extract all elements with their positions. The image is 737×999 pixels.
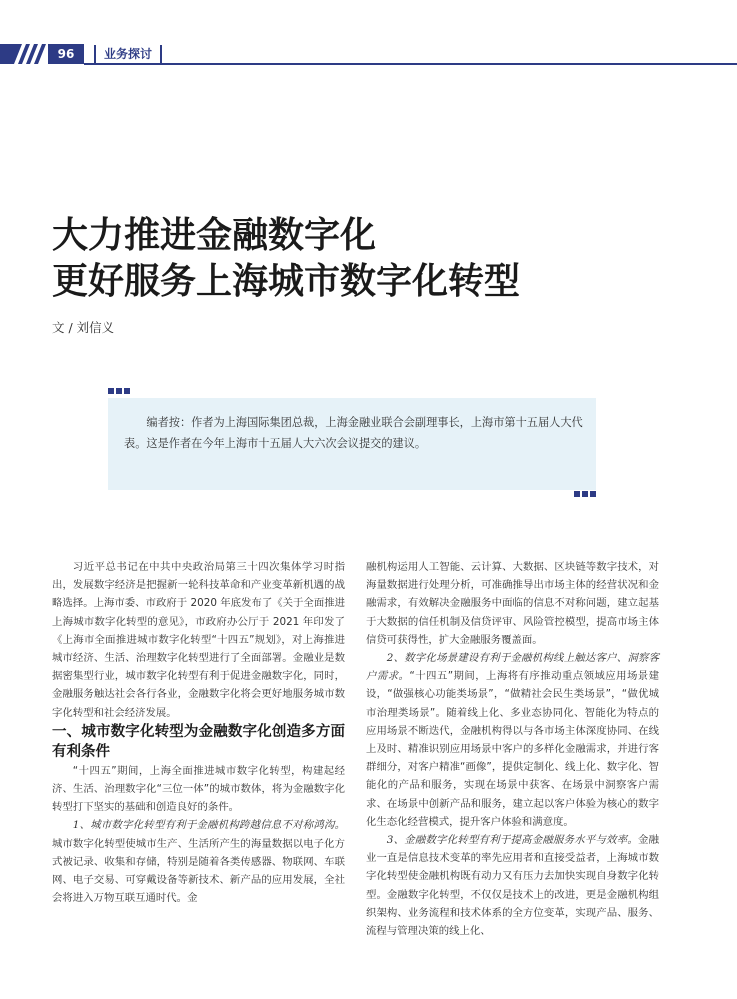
author-byline: 文 / 刘信义 xyxy=(52,320,115,335)
paragraph: 习近平总书记在中共中央政治局第三十四次集体学习时指出，发展数字经济是把握新一轮科技革命和产业变革新机遇的战略选择。上海市委、市政府于 2020 年底发布了《关于全面推进上海城市数字化转型的意见》，市政府办公厅于 2021 年印发了《上海市全面推进城市数字化转型“十四五”规划》，对上海推进城市经济、生活、治理数字化转型进行了全面部署。金融业是数据密集型行业，城市数字化转型有利于促进金融数字化，同时，金融服务触达社会各行各业，金融数字化将会更好地服务城市数字化转型和社会经济发展。 xyxy=(52,561,345,719)
paragraph-lead: 2、数字化场景建设有利于金融机构线上触达客户、洞察客户需求。 xyxy=(366,652,659,683)
right-column xyxy=(366,558,659,940)
paragraph: “十四五”期间，上海全面推进城市数字化转型，构建起经济、生活、治理数字化“三位一体”的城市数体，将为金融数字化转型打下坚实的基础和创造良好的条件。 xyxy=(52,764,345,814)
editor-note: 编者按：作者为上海国际集团总裁，上海金融业联合会副理事长，上海市第十五届人大代表。这是作者在今年上海市十五届人大六次会议提交的建议。 xyxy=(124,416,583,450)
section-label: 业务探讨 xyxy=(94,45,162,63)
box-marker-icon xyxy=(582,491,588,497)
paragraph xyxy=(366,649,659,831)
box-marker-icon xyxy=(108,388,114,394)
paragraph: 融机构运用人工智能、云计算、大数据、区块链等数字技术，对海量数据进行处理分析，可准确推导出市场主体的经营状况和金融需求，有效解决金融服务中面临的信息不对称问题，建立起基于大数据的信任机制及信贷评审、风险管控模型，提高市场主体信贷可获得性，扩大金融服务覆盖面。 xyxy=(366,561,659,646)
title-line-1: 大力推进金融数字化 xyxy=(52,214,377,256)
section-heading: 一、城市数字化转型为金融数字化创造多方面有利条件 xyxy=(52,723,345,760)
paragraph xyxy=(366,831,659,940)
paragraph-lead: 3、金融数字化转型有利于提高金融服务水平与效率。 xyxy=(386,834,638,847)
article-title xyxy=(52,212,520,304)
paragraph-body: “十四五”期间，上海将有序推动重点领域应用场景建设，“做强核心功能类场景”，“做精社会民生类场景”，“做优城市治理类场景”。随着线上化、多业态协同化、智能化为特点的应用场景不断迭代，金融机构得以与各市场主体深度协同、在线上及时、精准识别应用场景中客户的多样化金融需求，并进行客群细分，对客户精准“画像”，提供定制化、线上化、数字化、智能化的产品和服务，实现在场景中获客、在场景中洞察客户需求、在场景中创新产品和服务，建立起以客户体验为核心的数字化生态化经营模式，提升客户体验和满意度。 xyxy=(366,670,660,828)
paragraph-body: 金融业一直是信息技术变革的率先应用者和直接受益者，上海城市数字化转型使金融机构既有动力又有压力去加快实现自身数字化转型。金融数字化转型，不仅仅是技术上的改进，更是金融机构组织架构、业务流程和技术体系的全方位变革，实现产品、服务、流程与管理决策的线上化、 xyxy=(366,834,660,938)
box-marker-icon xyxy=(574,491,580,497)
paragraph xyxy=(52,816,345,907)
box-marker-icon xyxy=(116,388,122,394)
paragraph-lead: 1、城市数字化转型有利于金融机构跨越信息不对称鸿沟。 xyxy=(72,819,345,832)
page-header xyxy=(0,44,737,66)
page-number: 96 xyxy=(48,44,84,64)
left-column xyxy=(52,558,345,907)
title-line-2: 更好服务上海城市数字化转型 xyxy=(52,260,521,302)
box-marker-icon xyxy=(124,388,130,394)
box-marker-icon xyxy=(590,491,596,497)
header-rule xyxy=(84,63,737,65)
paragraph-body: 城市数字化转型使城市生产、生活所产生的海量数据以电子化方式被记录、收集和存储，特别是随着各类传感器、物联网、车联网、电子交易、可穿戴设备等新技术、新产品的应用发展，全社会将进入万物互联互通时代。金 xyxy=(52,837,345,905)
